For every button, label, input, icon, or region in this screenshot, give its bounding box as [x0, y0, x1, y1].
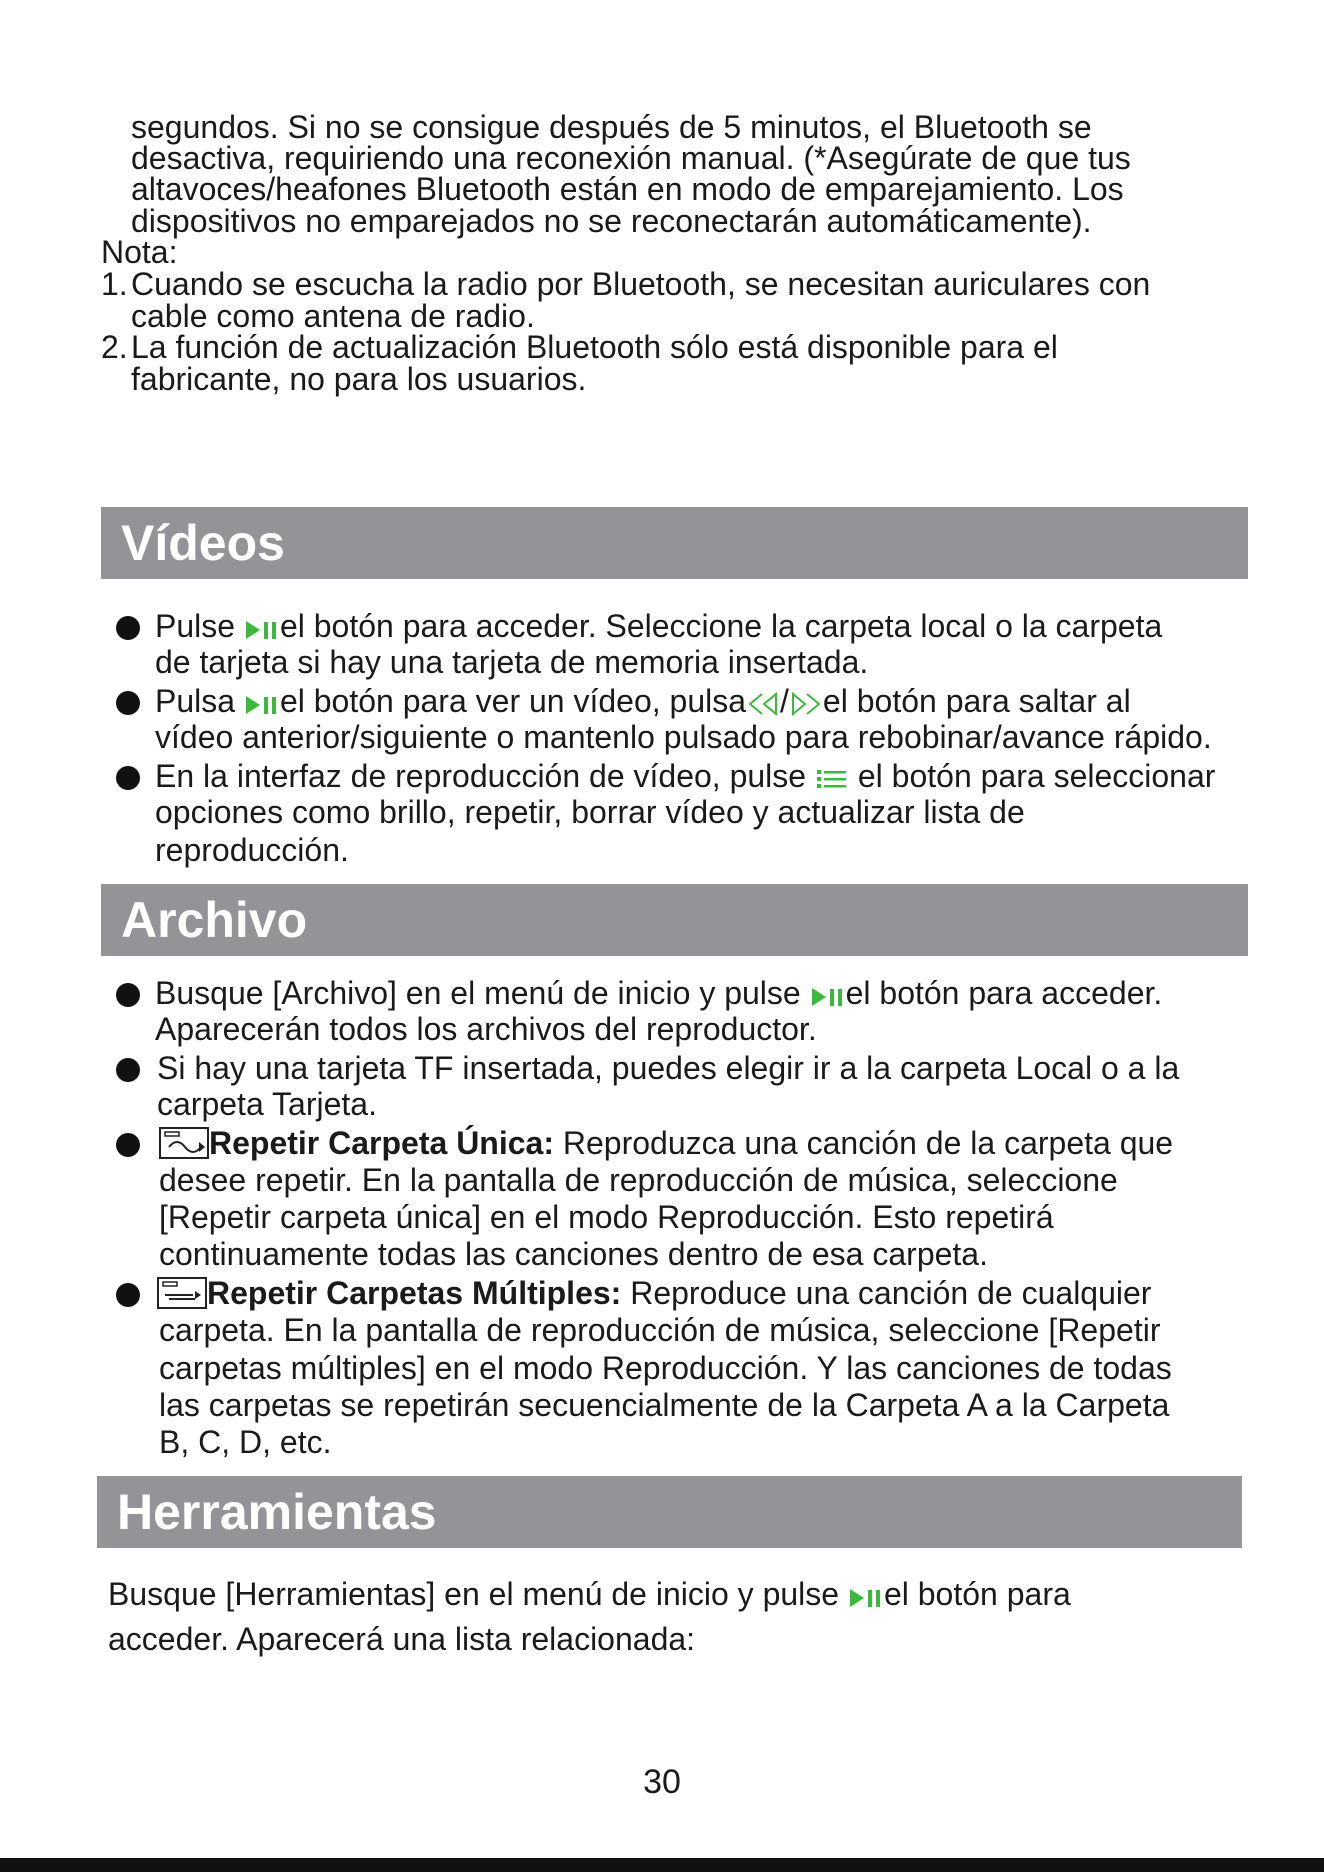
- note-1-number: 1.: [101, 266, 128, 302]
- note-1-line-2: cable como antena de radio.: [131, 298, 535, 334]
- bullet-dot: [116, 983, 140, 1007]
- videos-bullet-2-line-1: Pulsa el botón para ver un vídeo, pulsa / el botón para saltar al: [155, 683, 1131, 719]
- archivo-bullet-2-line-2: carpeta Tarjeta.: [157, 1086, 377, 1122]
- videos-bullet-2-line-2: vídeo anterior/siguiente o mantenlo pulsado para rebobinar/avance rápido.: [155, 719, 1212, 755]
- archivo-bullet-4-line-5: B, C, D, etc.: [159, 1424, 332, 1460]
- herramientas-line-2: acceder. Aparecerá una lista relacionada:: [108, 1621, 696, 1657]
- bullet-dot: [116, 1058, 140, 1082]
- intro-line-2: desactiva, requiriendo una reconexión manual. (*Asegúrate de que tus: [131, 140, 1131, 176]
- repeat-multi-folder-icon: [157, 1277, 207, 1309]
- section-heading-archivo: Archivo: [101, 884, 1248, 956]
- note-2-line-2: fabricante, no para los usuarios.: [131, 361, 587, 397]
- repeat-single-folder-title: Repetir Carpeta Única:: [209, 1125, 554, 1161]
- bullet-dot: [116, 1283, 140, 1307]
- repeat-multi-folder-title: Repetir Carpetas Múltiples:: [207, 1275, 622, 1311]
- note-1-line-1: Cuando se escucha la radio por Bluetooth, se necesitan auriculares con: [131, 266, 1151, 302]
- bullet-dot: [116, 691, 140, 715]
- videos-bullet-1-line-1: Pulse el botón para acceder. Seleccione la carpeta local o la carpeta: [155, 608, 1163, 644]
- archivo-bullet-3-line-1: Repetir Carpeta Única: Reproduzca una canción de la carpeta que: [159, 1125, 1173, 1162]
- herramientas-line-1: Busque [Herramientas] en el menú de inicio y pulse el botón para: [108, 1576, 1071, 1612]
- section-heading-herramientas: Herramientas: [97, 1476, 1242, 1548]
- previous-icon: [746, 691, 780, 717]
- bullet-dot: [116, 766, 140, 790]
- archivo-bullet-4-line-3: carpetas múltiples] en el modo Reproducción. Y las canciones de todas: [159, 1350, 1172, 1386]
- intro-line-3: altavoces/heafones Bluetooth están en modo de emparejamiento. Los: [131, 171, 1124, 207]
- videos-bullet-1-line-2: de tarjeta si hay una tarjeta de memoria insertada.: [155, 644, 869, 680]
- archivo-bullet-4-line-1: Repetir Carpetas Múltiples: Reproduce una canción de cualquier: [157, 1275, 1151, 1312]
- archivo-bullet-3-line-2: desee repetir. En la pantalla de reproducción de música, seleccione: [159, 1162, 1118, 1198]
- archivo-bullet-4-line-2: carpeta. En la pantalla de reproducción de música, seleccione [Repetir: [159, 1312, 1161, 1348]
- archivo-bullet-1-line-2: Aparecerán todos los archivos del reproductor.: [155, 1011, 817, 1047]
- archivo-bullet-1-line-1: Busque [Archivo] en el menú de inicio y pulse el botón para acceder.: [155, 975, 1163, 1011]
- note-2-line-1: La función de actualización Bluetooth sólo está disponible para el: [131, 329, 1058, 365]
- note-2-number: 2.: [101, 329, 128, 365]
- intro-line-4: dispositivos no emparejados no se reconectarán automáticamente).: [131, 203, 1092, 239]
- intro-line-1: segundos. Si no se consigue después de 5 minutos, el Bluetooth se: [131, 109, 1092, 145]
- play-pause-icon: [244, 618, 280, 640]
- play-pause-icon: [244, 693, 280, 715]
- archivo-bullet-3-line-3: [Repetir carpeta única] en el modo Reproducción. Esto repetirá: [159, 1199, 1054, 1235]
- archivo-bullet-4-line-4: las carpetas se repetirán secuencialmente de la Carpeta A a la Carpeta: [159, 1387, 1170, 1423]
- next-icon: [789, 691, 823, 717]
- videos-bullet-3-line-1: En la interfaz de reproducción de vídeo, pulse el botón para seleccionar: [155, 758, 1216, 794]
- videos-bullet-3-line-3: reproducción.: [155, 832, 349, 868]
- repeat-single-folder-icon: [159, 1127, 209, 1159]
- bullet-dot: [116, 1133, 140, 1157]
- menu-list-icon: [815, 766, 849, 792]
- archivo-bullet-3-line-4: continuamente todas las canciones dentro de esa carpeta.: [159, 1236, 988, 1272]
- archivo-bullet-2-line-1: Si hay una tarjeta TF insertada, puedes elegir ir a la carpeta Local o a la: [157, 1050, 1180, 1086]
- nota-label: Nota:: [101, 234, 178, 270]
- section-heading-videos: Vídeos: [101, 507, 1248, 579]
- play-pause-icon: [810, 985, 846, 1007]
- page-number: 30: [643, 1763, 681, 1801]
- videos-bullet-3-line-2: opciones como brillo, repetir, borrar vídeo y actualizar lista de: [155, 794, 1025, 830]
- bullet-dot: [116, 616, 140, 640]
- play-pause-icon: [848, 1586, 884, 1608]
- bottom-border: [0, 1858, 1324, 1872]
